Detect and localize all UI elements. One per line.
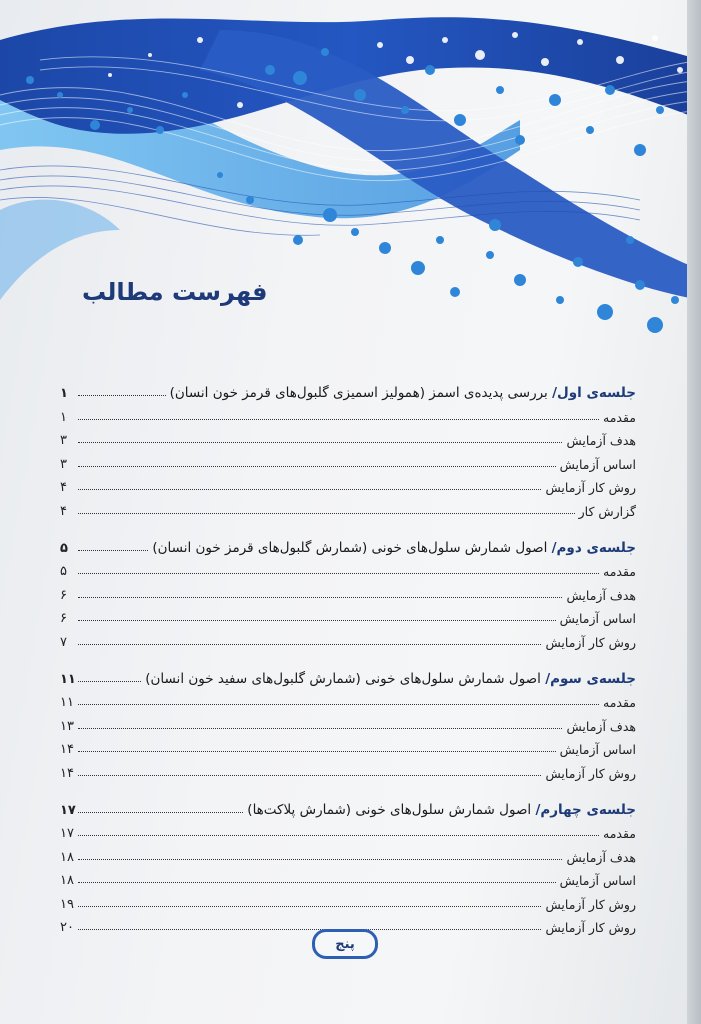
toc-entry-page-number: ۱۷ — [60, 826, 74, 841]
toc-entry-page-number: ۱ — [60, 409, 67, 425]
toc-entry-label: مقدمه — [603, 409, 636, 425]
session-description: اصول شمارش سلول‌های خونی (شمارش گلبول‌های قرمز خون انسان) — [152, 539, 552, 556]
toc-session-heading — [143, 671, 636, 687]
dot-leader — [78, 858, 562, 860]
toc-session-heading — [168, 385, 636, 401]
toc-entry-label: هدف آزمایش — [566, 849, 636, 865]
toc-entry-label: روش کار آزمایش — [545, 634, 636, 650]
session-page-number: ۵ — [60, 540, 68, 556]
toc-entry-label: روش کار آزمایش — [545, 765, 636, 781]
toc-entry[interactable] — [60, 425, 636, 449]
toc-entry-page-number: ۴ — [60, 503, 67, 519]
toc-entry[interactable] — [60, 734, 636, 758]
toc-entry-page-number: ۳ — [60, 433, 67, 448]
session-description: اصول شمارش سلول‌های خونی (شمارش پلاکت‌ها) — [247, 801, 536, 818]
dot-leader — [78, 703, 599, 705]
toc-entry-page-number: ۶ — [60, 587, 67, 603]
toc-entry[interactable] — [60, 448, 636, 472]
toc-entry-page-number: ۱۱ — [60, 695, 74, 710]
dot-leader — [78, 465, 556, 467]
toc-entry[interactable] — [60, 603, 636, 627]
toc-entry[interactable] — [60, 495, 636, 519]
session-description: اصول شمارش سلول‌های خونی (شمارش گلبول‌های سفید خون انسان) — [145, 670, 546, 687]
toc-entry[interactable] — [60, 888, 636, 912]
toc-entry-label: هدف آزمایش — [566, 433, 636, 448]
dot-leader — [78, 418, 599, 420]
toc-session-entry[interactable] — [60, 374, 636, 401]
toc-entry-label: مقدمه — [603, 695, 636, 710]
dot-leader — [78, 750, 556, 752]
toc-entry-page-number: ۱۹ — [60, 896, 74, 912]
toc-section — [60, 529, 636, 650]
toc-entry-label: اساس آزمایش — [559, 456, 636, 472]
session-title: جلسه‌ی چهارم/ — [535, 801, 636, 818]
toc-session-entry[interactable] — [60, 660, 636, 687]
toc-entry-label: اساس آزمایش — [559, 611, 636, 626]
toc-entry-label: روش کار آزمایش — [545, 480, 636, 495]
toc-entry-page-number: ۱۸ — [60, 873, 74, 888]
toc-section — [60, 374, 636, 519]
dot-leader — [78, 572, 599, 574]
session-page-number: ۱ — [60, 386, 68, 401]
toc-entry[interactable] — [60, 841, 636, 865]
toc-entry-page-number: ۶ — [60, 611, 67, 626]
toc-session-entry[interactable] — [60, 529, 636, 556]
toc-entry-page-number: ۲۰ — [60, 920, 74, 935]
toc-entry-page-number: ۴ — [60, 480, 67, 495]
dot-leader — [78, 905, 541, 907]
session-page-number: ۱۷ — [60, 802, 76, 818]
dot-leader — [78, 512, 575, 514]
toc-entry-label: روش کار آزمایش — [545, 920, 636, 935]
page-number-badge: پنج — [312, 929, 378, 959]
toc-entry-page-number: ۵ — [60, 564, 67, 579]
dot-leader — [78, 727, 562, 729]
toc-entry[interactable] — [60, 472, 636, 496]
dot-leader — [78, 549, 148, 551]
toc-entry-page-number: ۱۳ — [60, 718, 74, 734]
toc-section — [60, 660, 636, 781]
dot-leader — [78, 596, 562, 598]
session-title: جلسه‌ی اول/ — [552, 385, 636, 401]
toc-entry-page-number: ۱۴ — [60, 742, 74, 757]
session-title: جلسه‌ی دوم/ — [551, 539, 636, 556]
toc-session-entry[interactable] — [60, 791, 636, 818]
dot-leader — [78, 441, 562, 443]
page-edge — [687, 0, 701, 1024]
session-page-number: ۱۱ — [60, 671, 76, 687]
toc-entry-label: اساس آزمایش — [559, 742, 636, 757]
dot-leader — [78, 811, 243, 813]
toc-entry[interactable] — [60, 687, 636, 711]
toc-session-heading — [150, 540, 636, 556]
dot-leader — [78, 774, 541, 776]
toc-entry-page-number: ۱۸ — [60, 849, 74, 865]
toc-entry[interactable] — [60, 865, 636, 889]
toc-entry-page-number: ۷ — [60, 634, 67, 650]
toc-entry[interactable] — [60, 757, 636, 781]
dot-leader — [78, 680, 141, 682]
toc-entry[interactable] — [60, 818, 636, 842]
session-title: جلسه‌ی سوم/ — [545, 670, 636, 687]
dot-leader — [78, 881, 556, 883]
toc-entry[interactable] — [60, 556, 636, 580]
dot-leader — [78, 834, 599, 836]
dot-leader — [78, 643, 541, 645]
toc-entry-label: مقدمه — [603, 826, 636, 841]
page-title: فهرست مطالب — [82, 278, 268, 306]
toc-entry-label: هدف آزمایش — [566, 718, 636, 734]
session-description: بررسی پدیده‌ی اسمز (همولیز اسمیزی گلبول‌های قرمز خون انسان) — [169, 385, 553, 401]
table-of-contents — [60, 374, 636, 939]
toc-entry[interactable] — [60, 626, 636, 650]
toc-entry[interactable] — [60, 579, 636, 603]
dot-leader — [78, 488, 541, 490]
toc-section — [60, 791, 636, 936]
toc-entry[interactable] — [60, 401, 636, 425]
toc-entry-page-number: ۱۴ — [60, 765, 74, 781]
toc-session-heading — [245, 802, 636, 818]
dot-leader — [78, 619, 556, 621]
dot-leader — [78, 394, 166, 396]
toc-entry-label: مقدمه — [603, 564, 636, 579]
dot-leader — [78, 928, 541, 930]
toc-entry-label: روش کار آزمایش — [545, 896, 636, 912]
toc-entry-label: اساس آزمایش — [559, 873, 636, 888]
toc-entry-label: هدف آزمایش — [566, 587, 636, 603]
toc-entry[interactable] — [60, 710, 636, 734]
toc-entry-label: گزارش کار — [578, 503, 636, 519]
toc-entry-page-number: ۳ — [60, 456, 67, 472]
